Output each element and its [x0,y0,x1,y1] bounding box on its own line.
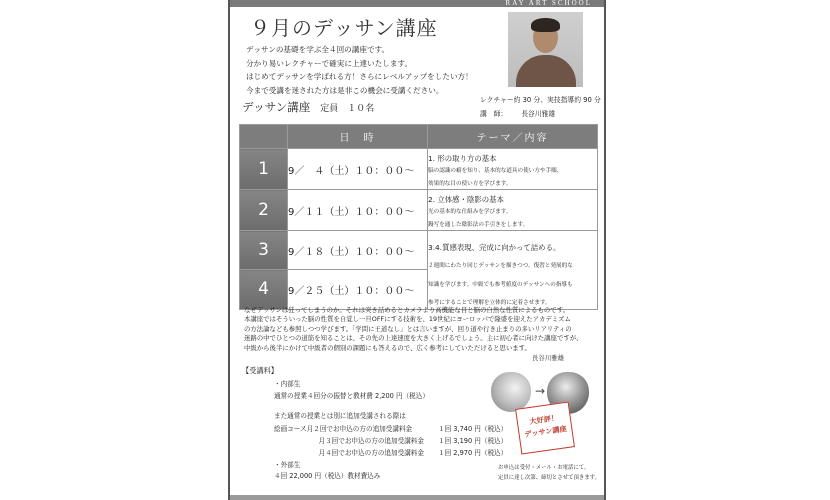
fee-internal-label: ・内部生 [274,380,301,388]
lecture-note: レクチャー約 30 分、実技指導約 90 分 [480,96,601,104]
description-paragraph [244,306,598,353]
paragraph-line: 迷路の中でひとつの道筋を知ることは、その先の上達速度を大きく上げるでしょう。主に初心者に向けた講座ですが、 [244,334,583,343]
fee-row-amount: １回 3,190 円（税込） [438,437,508,445]
session-number: 1 [240,149,288,190]
course-heading [242,99,374,115]
lecturer-photo [508,12,583,87]
intro-line: はじめてデッサンを学ばれる方！さらにレベルアップをしたい方！ [246,72,473,82]
merged-theme: 3.4.質感表現、完成に向かって詰める。 [428,243,561,252]
session-number: 2 [240,190,288,231]
merged-theme-cell [428,231,598,310]
session-number: 4 [240,270,288,309]
intro-text [246,43,473,97]
merged-desc-line: 知識を学びます。中級でも参考値度のデッサンへの指導も [428,281,573,288]
course-name: デッサン講座 [242,100,311,114]
stamp-line: デッサン講座 [523,424,568,439]
session-desc-line: 鏝写を通した陰影法の手引きをします。 [428,221,529,228]
paragraph-line: 本講座ではそういった脳の性質を自覚し一旦OFFにする技術を、19世紀にヨーロッパで隆盛を迎えたアカデミズム [244,315,571,324]
session-date: 9／１１（土）１０：００〜 [288,190,428,231]
merged-desc-line: ２週間にわたり同じデッサンを描きつつ、復習と発展的な [428,263,573,269]
fee-external-line: ４回 22,000 円（税込）教材費込み [274,472,381,480]
apply-line: お申込は受付・メール・お電話にて。 [498,465,590,471]
paragraph-line: の方法論なども参照しつつ学びます。「学問に王道なし」とは言いますが、回り道や行き止まりの多いリアリティの [244,324,572,333]
fee-internal-line: 通常の授業４回分の振替と教材費 2,200 円（税込） [274,392,429,400]
intro-line: 分かり易いレクチャーで確実に上達いたします。 [246,58,413,68]
arrow-right-icon: → [535,384,546,398]
table-header-row [240,125,598,149]
header-num [240,125,288,149]
header-theme: テーマ／内容 [428,125,598,149]
table-row [240,231,598,270]
school-name: RAY ART SCHOOL [505,0,592,7]
fee-row [274,435,507,445]
sketch-apple-image [491,372,531,412]
table-row [240,190,598,231]
application-note [498,464,600,483]
stamp-line: 大好評！ [528,413,559,427]
fee-row [274,423,507,433]
fee-row-label: 絵画コース月２回でお申込の方の追加受講料金 [274,425,413,433]
intro-line: デッサンの基礎を学ぶ全４回の講座です。 [246,45,390,54]
bottom-band [230,495,604,500]
photo-hair-shape [531,18,560,32]
fee-heading: 【受講料】 [242,366,278,375]
session-date: 9／ ４（土）１０：００〜 [288,149,428,190]
photo-body-shape [516,55,576,87]
fee-row-label: 月３回でお申込の方の追加受講料金 [318,437,424,445]
fee-note: また通常の授業とは別に追加受講される際は [274,412,406,420]
fee-row [274,447,507,457]
fee-row-amount: １回 3,740 円（税込） [438,425,508,433]
session-theme-cell [428,190,598,231]
session-theme: 2. 立体感・陰影の基本 [428,195,504,204]
top-band [230,0,604,7]
table-row [240,149,598,190]
intro-line: 今まで受講を迷された方は是非この機会に受講ください。 [246,85,444,95]
header-date: 日 時 [288,125,428,149]
lecturer-label: 講 師： [480,110,508,118]
lecturer-name: 長谷川雅雄 [521,110,556,118]
session-theme-cell [428,149,598,190]
session-date: 9／１８（土）１０：００〜 [288,231,428,270]
session-date: 9／２５（土）１０：００〜 [288,270,428,309]
popular-stamp [515,401,575,454]
lecturer-line [480,108,555,118]
paragraph-line: なぜデッサンは狂ってしまうのか。それは突き詰めるとカメラより高機能な目と脳の自然な性質によるものです。 [244,306,569,314]
session-theme: 1. 形の取り方の基本 [428,154,497,163]
schedule-table [239,124,598,310]
course-capacity: 定員 １０名 [320,104,375,114]
paragraph-line: 中級から後半にかけて中級者の個別の課題にも答えるので、広く参考にしていただけると思います。 [244,343,531,352]
fee-row-amount: １回 2,970 円（税込） [438,449,508,457]
session-desc-line: 効果的な目の使い方を学びます。 [428,180,512,187]
session-number: 3 [240,231,288,270]
session-desc-line: 脳の認識の癖を知り、基本的な道具の使い方や手順、 [428,168,563,174]
fee-row-label: 月４回でお申込の方の追加受講料金 [318,449,424,457]
apply-line: 定員に達し次第、締切とさせて頂きます。 [498,474,600,481]
merged-desc-line: 参考にすることで理解を立体的に定着させます。 [428,300,551,306]
signature: 長谷川雅雄 [532,354,564,362]
page-title: ９月のデッサン講座 [250,16,438,40]
flyer-page [228,0,606,500]
session-desc-line: 光の基本的な仕組みを学びます。 [428,209,512,215]
fee-external-label: ・外部生 [274,461,301,469]
